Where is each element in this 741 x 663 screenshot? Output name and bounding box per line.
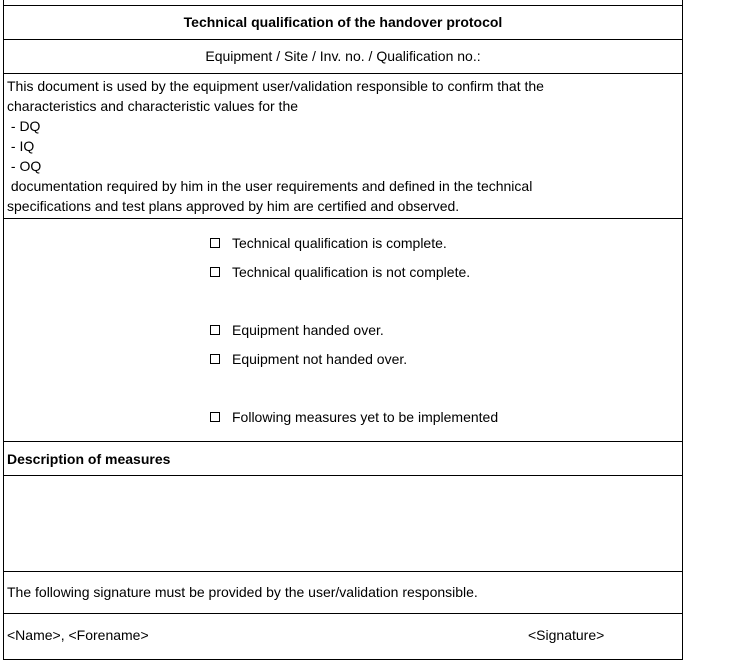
- check-measures-pending: [210, 409, 498, 425]
- check-qualification-not-complete: [210, 264, 470, 280]
- checkbox-qualification-not-complete[interactable]: [210, 267, 220, 277]
- equipment-row: [4, 39, 682, 74]
- signature-row: [4, 613, 682, 661]
- description-line: - OQ: [7, 158, 42, 174]
- checkbox-label: Technical qualification is complete.: [232, 235, 447, 251]
- title-row: [4, 5, 682, 40]
- checkbox-measures-pending[interactable]: [210, 412, 220, 422]
- name-field[interactable]: <Name>, <Forename>: [7, 627, 149, 643]
- checkbox-qualification-complete[interactable]: [210, 238, 220, 248]
- description-line: This document is used by the equipment user/validation responsible to confirm that the: [7, 78, 544, 94]
- signature-field[interactable]: <Signature>: [528, 627, 605, 643]
- description-line: specifications and test plans approved by him are certified and observed.: [7, 198, 460, 214]
- signature-note-row: [4, 571, 682, 614]
- equipment-line: Equipment / Site / Inv. no. / Qualification no.:: [205, 48, 481, 64]
- document-title: Technical qualification of the handover protocol: [183, 14, 503, 30]
- description-text: [7, 76, 544, 216]
- measures-description-field[interactable]: [4, 475, 682, 572]
- checkbox-equipment-handed-over[interactable]: [210, 325, 220, 335]
- checkbox-equipment-not-handed-over[interactable]: [210, 354, 220, 364]
- description-line: characteristics and characteristic values for the: [7, 98, 299, 114]
- description-row: [4, 73, 682, 219]
- signature-note: The following signature must be provided by the user/validation responsible.: [7, 584, 478, 600]
- description-line: - DQ: [7, 118, 41, 134]
- checkbox-section: [4, 218, 682, 442]
- handover-protocol-form: [3, 0, 683, 660]
- checkbox-label: Equipment not handed over.: [232, 351, 408, 367]
- description-line: documentation required by him in the user requirements and defined in the technical: [7, 178, 533, 194]
- checkbox-label: Technical qualification is not complete.: [232, 264, 471, 280]
- description-line: - IQ: [7, 138, 35, 154]
- check-equipment-not-handed-over: [210, 351, 407, 367]
- check-qualification-complete: [210, 235, 447, 251]
- check-equipment-handed-over: [210, 322, 384, 338]
- measures-heading-row: [4, 441, 682, 476]
- checkbox-label: Following measures yet to be implemented: [232, 409, 499, 425]
- checkbox-label: Equipment handed over.: [232, 322, 384, 338]
- measures-heading: Description of measures: [7, 451, 171, 467]
